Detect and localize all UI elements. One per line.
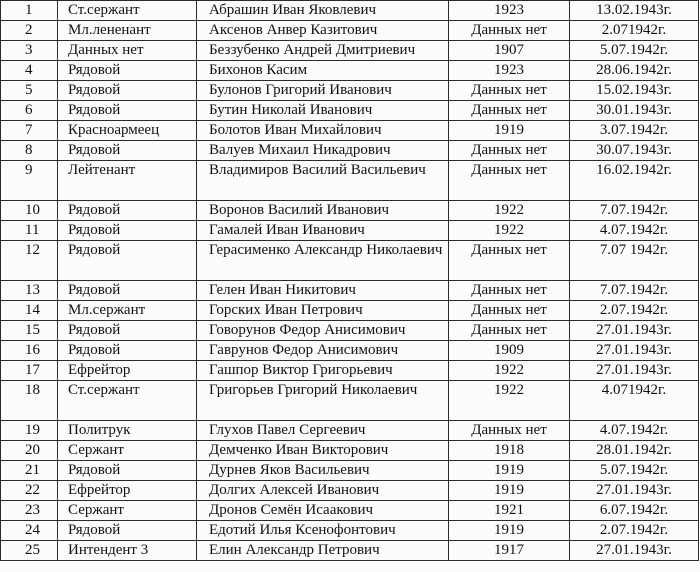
name-cell: Глухов Павел Сергеевич (197, 421, 449, 441)
name-cell: Едотий Илья Ксенофонтович (197, 521, 449, 541)
name-cell: Гашпор Виктор Григорьевич (197, 361, 449, 381)
name-cell: Гелен Иван Никитович (197, 281, 449, 301)
date-cell: 7.07 1942г. (570, 241, 699, 281)
row-number: 11 (1, 221, 58, 241)
table-row (1, 441, 699, 461)
table-row (1, 121, 699, 141)
table-row (1, 421, 699, 441)
name-cell: Горских Иван Петрович (197, 301, 449, 321)
birth-year-cell: Данных нет (449, 101, 570, 121)
date-cell: 30.07.1943г. (570, 141, 699, 161)
birth-year-cell: 1922 (449, 221, 570, 241)
birth-year-cell: Данных нет (449, 241, 570, 281)
rank-cell: Рядовой (58, 241, 197, 281)
table-row (1, 201, 699, 221)
row-number: 17 (1, 361, 58, 381)
date-cell: 28.06.1942г. (570, 61, 699, 81)
name-cell: Елин Александр Петрович (197, 541, 449, 561)
table-row (1, 1, 699, 21)
table-row (1, 461, 699, 481)
row-number: 3 (1, 41, 58, 61)
table-row (1, 221, 699, 241)
rank-cell: Мл.сержант (58, 301, 197, 321)
table-row (1, 241, 699, 281)
rank-cell: Мл.лененант (58, 21, 197, 41)
date-cell: 3.07.1942г. (570, 121, 699, 141)
date-cell: 6.07.1942г. (570, 501, 699, 521)
row-number: 8 (1, 141, 58, 161)
date-cell: 27.01.1943г. (570, 341, 699, 361)
birth-year-cell: 1919 (449, 521, 570, 541)
rank-cell: Рядовой (58, 81, 197, 101)
rank-cell: Сержант (58, 501, 197, 521)
date-cell: 2.07.1942г. (570, 521, 699, 541)
row-number: 16 (1, 341, 58, 361)
name-cell: Григорьев Григорий Николаевич (197, 381, 449, 421)
rank-cell: Рядовой (58, 341, 197, 361)
date-cell: 4.07.1942г. (570, 221, 699, 241)
rank-cell: Красноармеец (58, 121, 197, 141)
table-row (1, 361, 699, 381)
table-row (1, 521, 699, 541)
date-cell: 27.01.1943г. (570, 361, 699, 381)
birth-year-cell: 1907 (449, 41, 570, 61)
rank-cell: Ст.сержант (58, 1, 197, 21)
row-number: 13 (1, 281, 58, 301)
row-number: 10 (1, 201, 58, 221)
row-number: 7 (1, 121, 58, 141)
date-cell: 2.071942г. (570, 21, 699, 41)
birth-year-cell: 1922 (449, 201, 570, 221)
rank-cell: Рядовой (58, 461, 197, 481)
name-cell: Бутин Николай Иванович (197, 101, 449, 121)
birth-year-cell: Данных нет (449, 161, 570, 201)
rank-cell: Рядовой (58, 101, 197, 121)
name-cell: Беззубенко Андрей Дмитриевич (197, 41, 449, 61)
table-row (1, 541, 699, 561)
table-row (1, 381, 699, 421)
rank-cell: Данных нет (58, 41, 197, 61)
rank-cell: Рядовой (58, 321, 197, 341)
date-cell: 13.02.1943г. (570, 1, 699, 21)
birth-year-cell: 1919 (449, 461, 570, 481)
row-number: 21 (1, 461, 58, 481)
birth-year-cell: Данных нет (449, 81, 570, 101)
date-cell: 7.07.1942г. (570, 201, 699, 221)
table-row (1, 101, 699, 121)
row-number: 14 (1, 301, 58, 321)
rank-cell: Рядовой (58, 61, 197, 81)
date-cell: 5.07.1942г. (570, 41, 699, 61)
birth-year-cell: Данных нет (449, 421, 570, 441)
name-cell: Бихонов Касим (197, 61, 449, 81)
name-cell: Долгих Алексей Иванович (197, 481, 449, 501)
row-number: 12 (1, 241, 58, 281)
row-number: 6 (1, 101, 58, 121)
birth-year-cell: Данных нет (449, 281, 570, 301)
rank-cell: Ефрейтор (58, 361, 197, 381)
table-row (1, 141, 699, 161)
birth-year-cell: 1919 (449, 481, 570, 501)
rank-cell: Интендент 3 (58, 541, 197, 561)
date-cell: 30.01.1943г. (570, 101, 699, 121)
table-row (1, 301, 699, 321)
name-cell: Говорунов Федор Анисимович (197, 321, 449, 341)
date-cell: 4.07.1942г. (570, 421, 699, 441)
row-number: 23 (1, 501, 58, 521)
table-row (1, 21, 699, 41)
register-body (1, 1, 699, 561)
row-number: 25 (1, 541, 58, 561)
rank-cell: Рядовой (58, 521, 197, 541)
row-number: 24 (1, 521, 58, 541)
row-number: 19 (1, 421, 58, 441)
birth-year-cell: 1923 (449, 1, 570, 21)
rank-cell: Лейтенант (58, 161, 197, 201)
birth-year-cell: Данных нет (449, 301, 570, 321)
row-number: 9 (1, 161, 58, 201)
row-number: 22 (1, 481, 58, 501)
date-cell: 4.071942г. (570, 381, 699, 421)
table-row (1, 281, 699, 301)
name-cell: Аксенов Анвер Казитович (197, 21, 449, 41)
table-row (1, 81, 699, 101)
rank-cell: Рядовой (58, 201, 197, 221)
name-cell: Абрашин Иван Яковлевич (197, 1, 449, 21)
rank-cell: Сержант (58, 441, 197, 461)
table-row (1, 161, 699, 201)
rank-cell: Рядовой (58, 141, 197, 161)
rank-cell: Ст.сержант (58, 381, 197, 421)
date-cell: 15.02.1943г. (570, 81, 699, 101)
birth-year-cell: 1918 (449, 441, 570, 461)
row-number: 15 (1, 321, 58, 341)
date-cell: 7.07.1942г. (570, 281, 699, 301)
name-cell: Валуев Михаил Никадрович (197, 141, 449, 161)
date-cell: 28.01.1942г. (570, 441, 699, 461)
name-cell: Болотов Иван Михайлович (197, 121, 449, 141)
birth-year-cell: 1923 (449, 61, 570, 81)
birth-year-cell: Данных нет (449, 141, 570, 161)
birth-year-cell: 1909 (449, 341, 570, 361)
table-row (1, 41, 699, 61)
rank-cell: Рядовой (58, 221, 197, 241)
table-row (1, 321, 699, 341)
birth-year-cell: 1922 (449, 361, 570, 381)
rank-cell: Политрук (58, 421, 197, 441)
rank-cell: Рядовой (58, 281, 197, 301)
birth-year-cell: 1922 (449, 381, 570, 421)
table-row (1, 501, 699, 521)
name-cell: Герасименко Александр Николаевич (197, 241, 449, 281)
name-cell: Дурнев Яков Васильевич (197, 461, 449, 481)
row-number: 1 (1, 1, 58, 21)
name-cell: Гамалей Иван Иванович (197, 221, 449, 241)
birth-year-cell: 1921 (449, 501, 570, 521)
name-cell: Владимиров Василий Васильевич (197, 161, 449, 201)
date-cell: 27.01.1943г. (570, 481, 699, 501)
table-row (1, 341, 699, 361)
birth-year-cell: Данных нет (449, 321, 570, 341)
date-cell: 2.07.1942г. (570, 301, 699, 321)
table-row (1, 61, 699, 81)
name-cell: Воронов Василий Иванович (197, 201, 449, 221)
birth-year-cell: Данных нет (449, 21, 570, 41)
name-cell: Гаврунов Федор Анисимович (197, 341, 449, 361)
name-cell: Демченко Иван Викторович (197, 441, 449, 461)
row-number: 4 (1, 61, 58, 81)
table-row (1, 481, 699, 501)
birth-year-cell: 1917 (449, 541, 570, 561)
name-cell: Дронов Семён Исаакович (197, 501, 449, 521)
birth-year-cell: 1919 (449, 121, 570, 141)
date-cell: 27.01.1943г. (570, 321, 699, 341)
rank-cell: Ефрейтор (58, 481, 197, 501)
row-number: 5 (1, 81, 58, 101)
row-number: 20 (1, 441, 58, 461)
row-number: 2 (1, 21, 58, 41)
date-cell: 27.01.1943г. (570, 541, 699, 561)
name-cell: Булонов Григорий Иванович (197, 81, 449, 101)
row-number: 18 (1, 381, 58, 421)
date-cell: 16.02.1942г. (570, 161, 699, 201)
date-cell: 5.07.1942г. (570, 461, 699, 481)
